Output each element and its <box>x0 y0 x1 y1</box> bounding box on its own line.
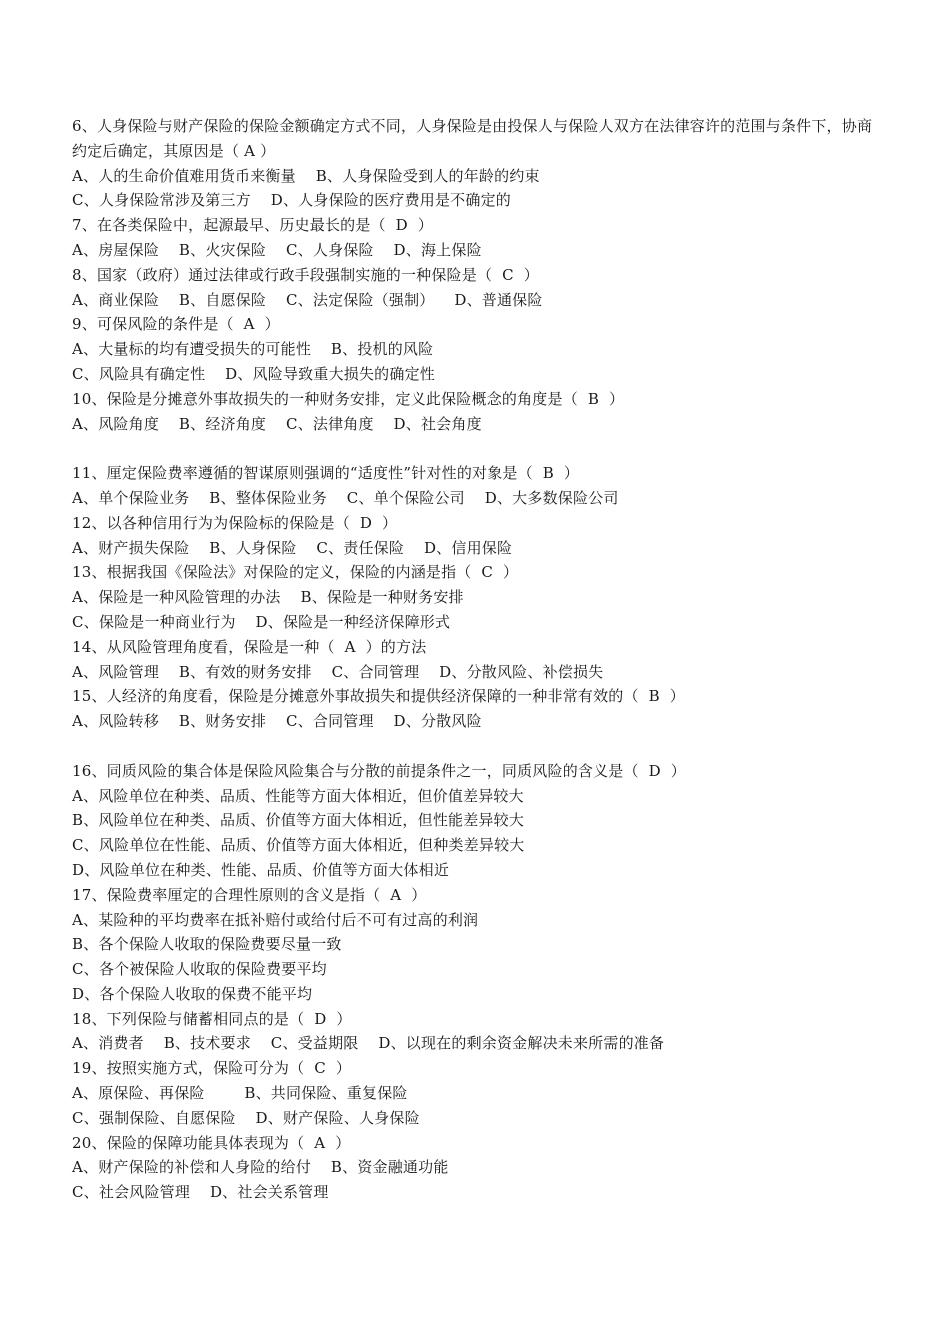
question-15: 15、人经济的角度看，保险是分摊意外事故损失和提供经济保障的一种非常有效的（ B ） <box>72 687 685 706</box>
question-6: 6、人身保险与财产保险的保险金额确定方式不同，人身保险是由投保人与保险人双方在法律容许的范围与条件下，协商约定后确定，其原因是（ A ） <box>72 117 873 160</box>
question-16: 16、同质风险的集合体是保险风险集合与分散的前提条件之一，同质风险的含义是（ D ） <box>72 761 686 780</box>
question-19: 19、按照实施方式，保险可分为（ C ） <box>72 1059 352 1078</box>
options-6b: C、人身保险常涉及第三方 D、人身保险的医疗费用是不确定的 <box>72 191 511 210</box>
question-8: 8、国家（政府）通过法律或行政手段强制实施的一种保险是（ C ） <box>72 265 539 284</box>
options-19b: C、强制保险、自愿保险 D、财产保险、人身保险 <box>72 1108 420 1127</box>
options-13b: C、保险是一种商业行为 D、保险是一种经济保障形式 <box>72 612 451 631</box>
section-gap <box>72 436 882 461</box>
question-7: 7、在各类保险中，起源最早、历史最长的是（ D ） <box>72 216 434 235</box>
options-20a: A、财产保险的补偿和人身险的给付 B、资金融通功能 <box>72 1158 449 1177</box>
question-13: 13、根据我国《保险法》对保险的定义，保险的内涵是指（ C ） <box>72 563 519 582</box>
options-16c: C、风险单位在性能、品质、价值等方面大体相近，但种类差异较大 <box>72 836 525 855</box>
options-14: A、风险管理 B、有效的财务安排 C、合同管理 D、分散风险、补偿损失 <box>72 662 604 681</box>
options-15: A、风险转移 B、财务安排 C、合同管理 D、分散风险 <box>72 712 482 731</box>
options-17a: A、某险种的平均费率在抵补赔付或给付后不可有过高的利润 <box>72 910 479 929</box>
options-6a: A、人的生命价值难用货币来衡量 B、人身保险受到人的年龄的约束 <box>72 166 540 185</box>
question-12: 12、以各种信用行为为保险标的保险是（ D ） <box>72 513 398 532</box>
question-11: 11、厘定保险费率遵循的智谋原则强调的“适度性”针对性的对象是（ B ） <box>72 464 580 483</box>
options-9a: A、大量标的均有遭受损失的可能性 B、投机的风险 <box>72 340 434 359</box>
options-13a: A、保险是一种风险管理的办法 B、保险是一种财务安排 <box>72 588 464 607</box>
options-20b: C、社会风险管理 D、社会关系管理 <box>72 1183 329 1202</box>
options-17b: B、各个保险人收取的保险费要尽量一致 <box>72 935 342 954</box>
options-8: A、商业保险 B、自愿保险 C、法定保险（强制） D、普通保险 <box>72 290 543 309</box>
question-20: 20、保险的保障功能具体表现为（ A ） <box>72 1133 351 1152</box>
question-18: 18、下列保险与储蓄相同点的是（ D ） <box>72 1009 352 1028</box>
options-10: A、风险角度 B、经济角度 C、法律角度 D、社会角度 <box>72 414 482 433</box>
question-17: 17、保险费率厘定的合理性原则的含义是指（ A ） <box>72 885 427 904</box>
section-gap <box>72 734 882 759</box>
document-page <box>72 114 882 1205</box>
options-11: A、单个保险业务 B、整体保险业务 C、单个保险公司 D、大多数保险公司 <box>72 488 619 507</box>
options-16b: B、风险单位在种类、品质、价值等方面大体相近，但性能差异较大 <box>72 811 525 830</box>
options-16a: A、风险单位在种类、品质、性能等方面大体相近，但价值差异较大 <box>72 786 524 805</box>
options-16d: D、风险单位在种类、性能、品质、价值等方面大体相近 <box>72 860 450 879</box>
options-18: A、消费者 B、技术要求 C、受益期限 D、以现在的剩余资金解决未来所需的准备 <box>72 1034 665 1053</box>
question-10: 10、保险是分摊意外事故损失的一种财务安排，定义此保险概念的角度是（ B ） <box>72 389 625 408</box>
question-14: 14、从风险管理角度看，保险是一种（ A ）的方法 <box>72 637 427 656</box>
options-9b: C、风险具有确定性 D、风险导致重大损失的确定性 <box>72 364 435 383</box>
options-12: A、财产损失保险 B、人身保险 C、责任保险 D、信用保险 <box>72 538 513 557</box>
options-19a: A、原保险、再保险 B、共同保险、重复保险 <box>72 1084 408 1103</box>
question-9: 9、可保风险的条件是（ A ） <box>72 315 280 334</box>
options-17d: D、各个保险人收取的保费不能平均 <box>72 984 313 1003</box>
options-17c: C、各个被保险人收取的保险费要平均 <box>72 960 327 979</box>
options-7: A、房屋保险 B、火灾保险 C、人身保险 D、海上保险 <box>72 240 482 259</box>
